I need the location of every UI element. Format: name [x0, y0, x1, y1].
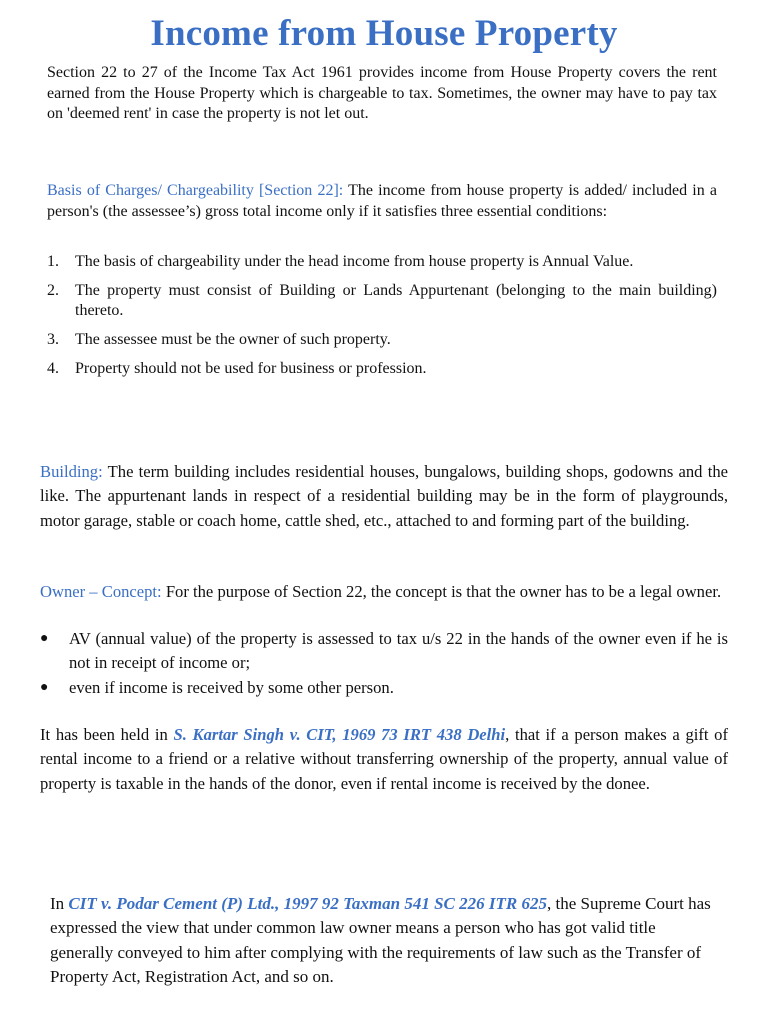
- owner-heading: Owner – Concept:: [40, 582, 162, 601]
- case-citation: S. Kartar Singh v. CIT, 1969 73 IRT 438 Delhi: [173, 725, 506, 744]
- case-citation: CIT v. Podar Cement (P) Ltd., 1997 92 Taxman 541 SC 226 ITR 625: [68, 894, 547, 913]
- case-intro-text: In: [50, 894, 69, 913]
- list-item: [40, 676, 728, 700]
- basis-text: The income from house property is added/ included in a person's (the assessee’s) gross total income only if it satisfies three essential conditions:: [47, 182, 717, 220]
- list-item-text: The property must consist of Building or Lands Appurtenant (belonging to the main building) thereto.: [75, 282, 717, 319]
- list-item-number: 3.: [47, 331, 59, 348]
- bullet-icon: ●: [40, 631, 49, 646]
- list-item: [47, 281, 717, 321]
- list-item: [40, 627, 728, 676]
- basis-heading: Basis of Charges/ Chargeability [Section 22]:: [47, 182, 344, 199]
- case-podar-cement-paragraph: [50, 892, 712, 989]
- building-paragraph: [40, 460, 728, 533]
- owner-bullets: [40, 627, 728, 700]
- intro-paragraph: Section 22 to 27 of the Income Tax Act 1961 provides income from House Property covers the rent earned from the House Property which is chargeable to tax. Sometimes, the owner may have to pay tax on 'deemed rent' in case the property is not let out.: [47, 64, 717, 122]
- building-heading: Building:: [40, 462, 103, 481]
- list-item-text: even if income is received by some other person.: [69, 677, 394, 697]
- basis-paragraph: [47, 181, 717, 222]
- case-intro-text: It has been held in: [40, 725, 174, 744]
- list-item-number: 4.: [47, 360, 59, 377]
- case-kartar-singh-paragraph: [40, 723, 728, 796]
- list-item: [47, 252, 717, 272]
- owner-paragraph: [40, 580, 728, 604]
- list-item-number: 1.: [47, 253, 59, 270]
- owner-text: For the purpose of Section 22, the concept is that the owner has to be a legal owner.: [161, 582, 722, 601]
- case-body-text: , that if a person makes a gift of rental income to a friend or a relative without transferring ownership of the property, annual value of property is taxable in the hands of the donor, even if rental income is received by the donee.: [40, 725, 728, 793]
- conditions-list: [47, 252, 717, 388]
- building-text: The term building includes residential houses, bungalows, building shops, godowns and the like. The appurtenant lands in respect of a residential building may be in the form of playgrounds, motor garage, stable or coach home, cattle shed, etc., attached to and forming part of the building.: [40, 462, 728, 530]
- list-item-text: Property should not be used for business or profession.: [75, 360, 427, 377]
- bullet-icon: ●: [40, 679, 49, 695]
- list-item: [47, 359, 717, 379]
- list-item-text: The assessee must be the owner of such property.: [75, 331, 391, 348]
- list-item-number: 2.: [47, 282, 59, 299]
- list-item: [47, 330, 717, 350]
- list-item-text: The basis of chargeability under the head income from house property is Annual Value.: [75, 253, 634, 270]
- case-body-text: , the Supreme Court has expressed the view that under common law owner means a person who has got valid title generally conveyed to him after complying with the requirements of law such as the Transfer of Property Act, Registration Act, and so on.: [50, 894, 711, 986]
- page-title: Income from House Property: [150, 13, 618, 54]
- list-item-text: AV (annual value) of the property is assessed to tax u/s 22 in the hands of the owner even if he is not in receipt of income or;: [69, 629, 728, 673]
